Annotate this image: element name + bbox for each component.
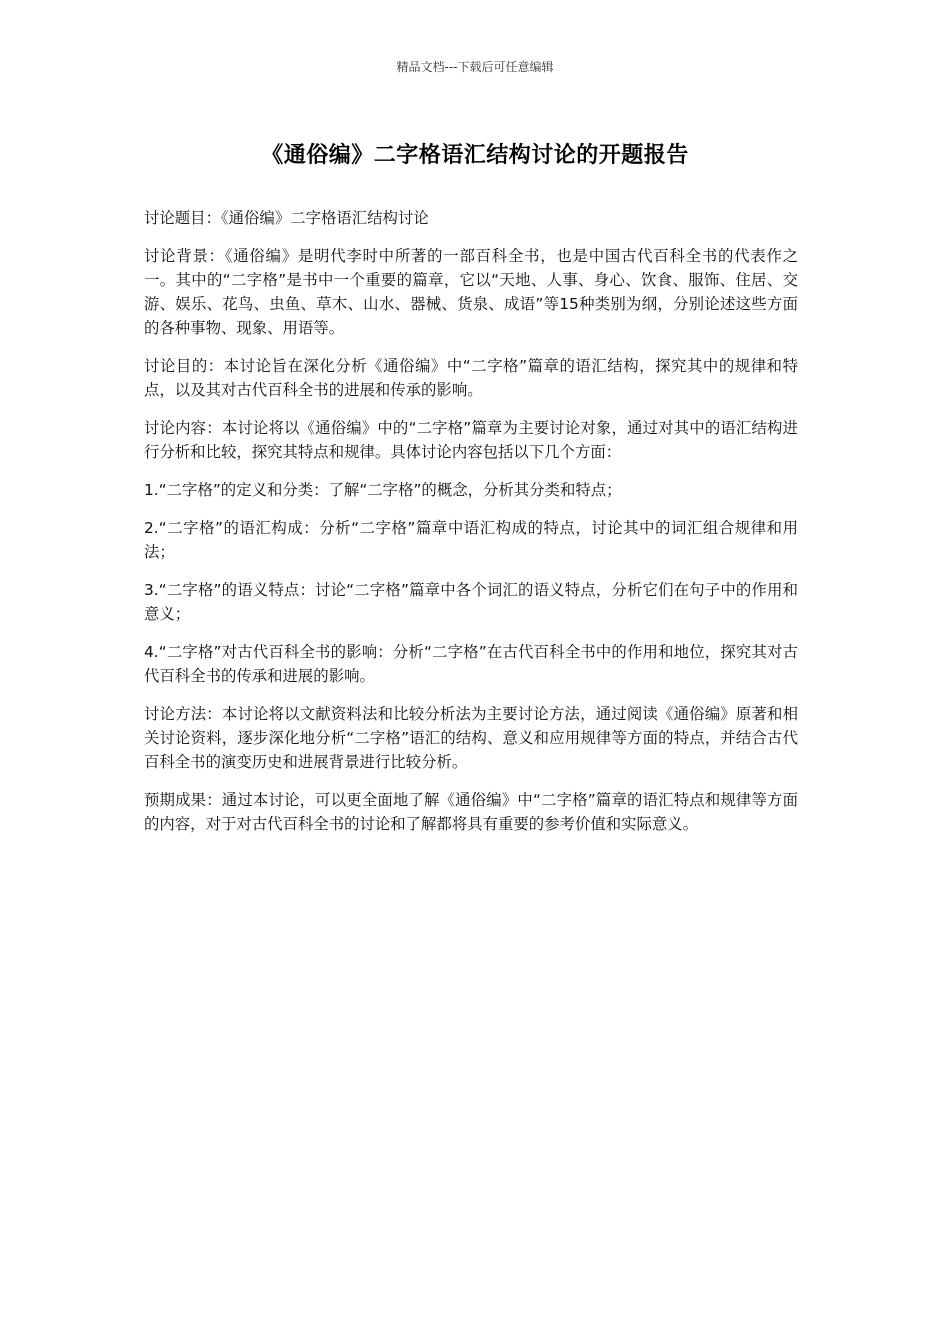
list-item-2: 2.“二字格”的语汇构成：分析“二字格”篇章中语汇构成的特点，讨论其中的词汇组合规律和用法； <box>144 519 798 561</box>
paragraph-background: 讨论背景：《通俗编》是明代李时中所著的一部百科全书，也是中国古代百科全书的代表作之一。其中的“二字格”是书中一个重要的篇章，它以“天地、人事、身心、饮食、服饰、住居、交游、娱乐、花鸟、虫鱼、草木、山水、器械、货泉、成语”等15种类别为纲，分别论述这些方面的各种事物、现象、用语等。 <box>144 247 798 337</box>
paragraph-purpose: 讨论目的：本讨论旨在深化分析《通俗编》中“二字格”篇章的语汇结构，探究其中的规律和特点，以及其对古代百科全书的进展和传承的影响。 <box>144 357 798 399</box>
list-item-4: 4.“二字格”对古代百科全书的影响：分析“二字格”在古代百科全书中的作用和地位，探究其对古代百科全书的传承和进展的影响。 <box>144 643 798 685</box>
paragraph-topic: 讨论题目：《通俗编》二字格语汇结构讨论 <box>144 209 429 227</box>
document-title: 《通俗编》二字格语汇结构讨论的开题报告 <box>261 143 689 168</box>
list-item-1: 1.“二字格”的定义和分类：了解“二字格”的概念，分析其分类和特点； <box>144 481 622 499</box>
list-item-3: 3.“二字格”的语义特点：讨论“二字格”篇章中各个词汇的语义特点，分析它们在句子中的作用和意义； <box>144 581 798 623</box>
paragraph-content: 讨论内容：本讨论将以《通俗编》中的“二字格”篇章为主要讨论对象，通过对其中的语汇结构进行分析和比较，探究其特点和规律。具体讨论内容包括以下几个方面： <box>144 419 798 461</box>
paragraph-expected-results: 预期成果：通过本讨论，可以更全面地了解《通俗编》中“二字格”篇章的语汇特点和规律等方面的内容，对于对古代百科全书的讨论和了解都将具有重要的参考价值和实际意义。 <box>144 791 798 833</box>
document-body <box>144 206 798 850</box>
page-header: 精品文档---下载后可任意编辑 <box>396 60 554 74</box>
paragraph-method: 讨论方法：本讨论将以文献资料法和比较分析法为主要讨论方法，通过阅读《通俗编》原著和相关讨论资料，逐步深化地分析“二字格”语汇的结构、意义和应用规律等方面的特点，并结合古代百科全书的演变历史和进展背景进行比较分析。 <box>144 705 798 771</box>
